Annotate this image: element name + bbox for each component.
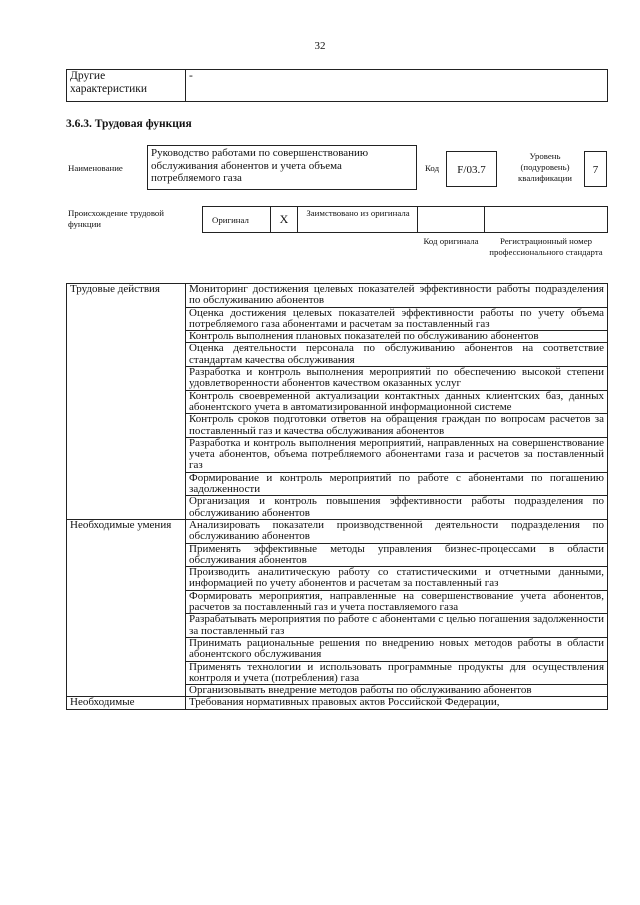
table-row [67,697,608,709]
other-characteristics-value: - [186,70,608,102]
section-item: Организовывать внедрение методов работы по обслуживанию абонентов [186,685,608,697]
section-item: Оценка деятельности персонала по обслуживанию абонентов на соответствие стандартам качества обслуживания [186,343,608,367]
section-item: Разработка и контроль выполнения мероприятий по обеспечению высокой степени удовлетворенности абонентов качеством оказанных услуг [186,367,608,391]
section-item: Принимать рациональные решения по внедрению новых методов работы в области абонентского обслуживания [186,637,608,661]
section-label: Необходимые умения [67,519,186,696]
section-item: Организация и контроль повышения эффективности работы подразделения по обслуживанию абонентов [186,496,608,520]
borrowed-label: Заимствовано из оригинала [306,208,410,218]
table-row [67,519,608,543]
qualification-level: 7 [584,151,607,187]
reg-number-label: Регистрационный номер профессионального стандарта [489,236,603,257]
qualification-level-label: Уровень (подуровень) квалификации [518,151,572,183]
other-characteristics-table [66,69,608,102]
reg-number-box [484,206,608,233]
section-item: Требования нормативных правовых актов Российской Федерации, [186,697,608,709]
section-label: Необходимые [67,697,186,709]
section-item: Мониторинг достижения целевых показателей эффективности работы подразделения по обслуживанию абонентов [186,284,608,308]
original-label: Оригинал [212,215,249,225]
section-item: Оценка достижения целевых показателей эффективности работы по учету объема потребляемого газа абонентами и расчетам за поставленный газ [186,307,608,331]
section-item: Формировать мероприятия, направленные на совершенствование учета абонентов, расчетов за поставленный газ и учета поставляемого газа [186,590,608,614]
section-item: Применять эффективные методы управления бизнес-процессами в области обслуживания абонентов [186,543,608,567]
name-label: Наименование [68,163,123,173]
function-name: Руководство работами по совершенствованию обслуживания абонентов и учета объема потребляемого газа [147,145,417,190]
section-title: 3.6.3. Трудовая функция [66,118,192,130]
section-item: Контроль сроков подготовки ответов на обращения граждан по вопросам расчетов за поставленный газ и качества обслуживания абонентов [186,414,608,438]
other-characteristics-label: Другие характеристики [67,70,186,102]
section-item: Контроль своевременной актуализации контактных данных клиентских баз, данных абонентского учета в автоматизированной информационной системе [186,390,608,414]
origin-label: Происхождение трудовой функции [68,208,165,229]
code-label: Код [425,163,440,173]
section-item: Разрабатывать мероприятия по работе с абонентами с целью погашения задолженности за поставленный газ [186,614,608,638]
page-number: 32 [314,40,326,52]
section-item: Анализировать показатели производственной деятельности подразделения по обслуживанию абонентов [186,519,608,543]
section-label: Трудовые действия [67,284,186,520]
original-mark: X [270,206,298,233]
section-item: Формирование и контроль мероприятий по работе с абонентами по погашению задолженности [186,472,608,496]
section-item: Применять технологии и использовать программные продукты для осуществления контроля и учета (потребления) газа [186,661,608,685]
function-code: F/03.7 [446,151,497,187]
code-original-box [417,206,485,233]
section-item: Производить аналитическую работу со статистическими и отчетными данными, информацией по учету абонентов и расчетам за поставленный газ [186,567,608,591]
labor-function-table [66,283,608,710]
table-row [67,284,608,308]
section-item: Контроль выполнения плановых показателей по обслуживанию абонентов [186,331,608,343]
code-original-label: Код оригинала [423,236,479,246]
section-item: Разработка и контроль выполнения мероприятий, направленных на совершенствование учета абонентов, объема потребляемого абонентами газа и расчетов за поставленный газ [186,437,608,472]
